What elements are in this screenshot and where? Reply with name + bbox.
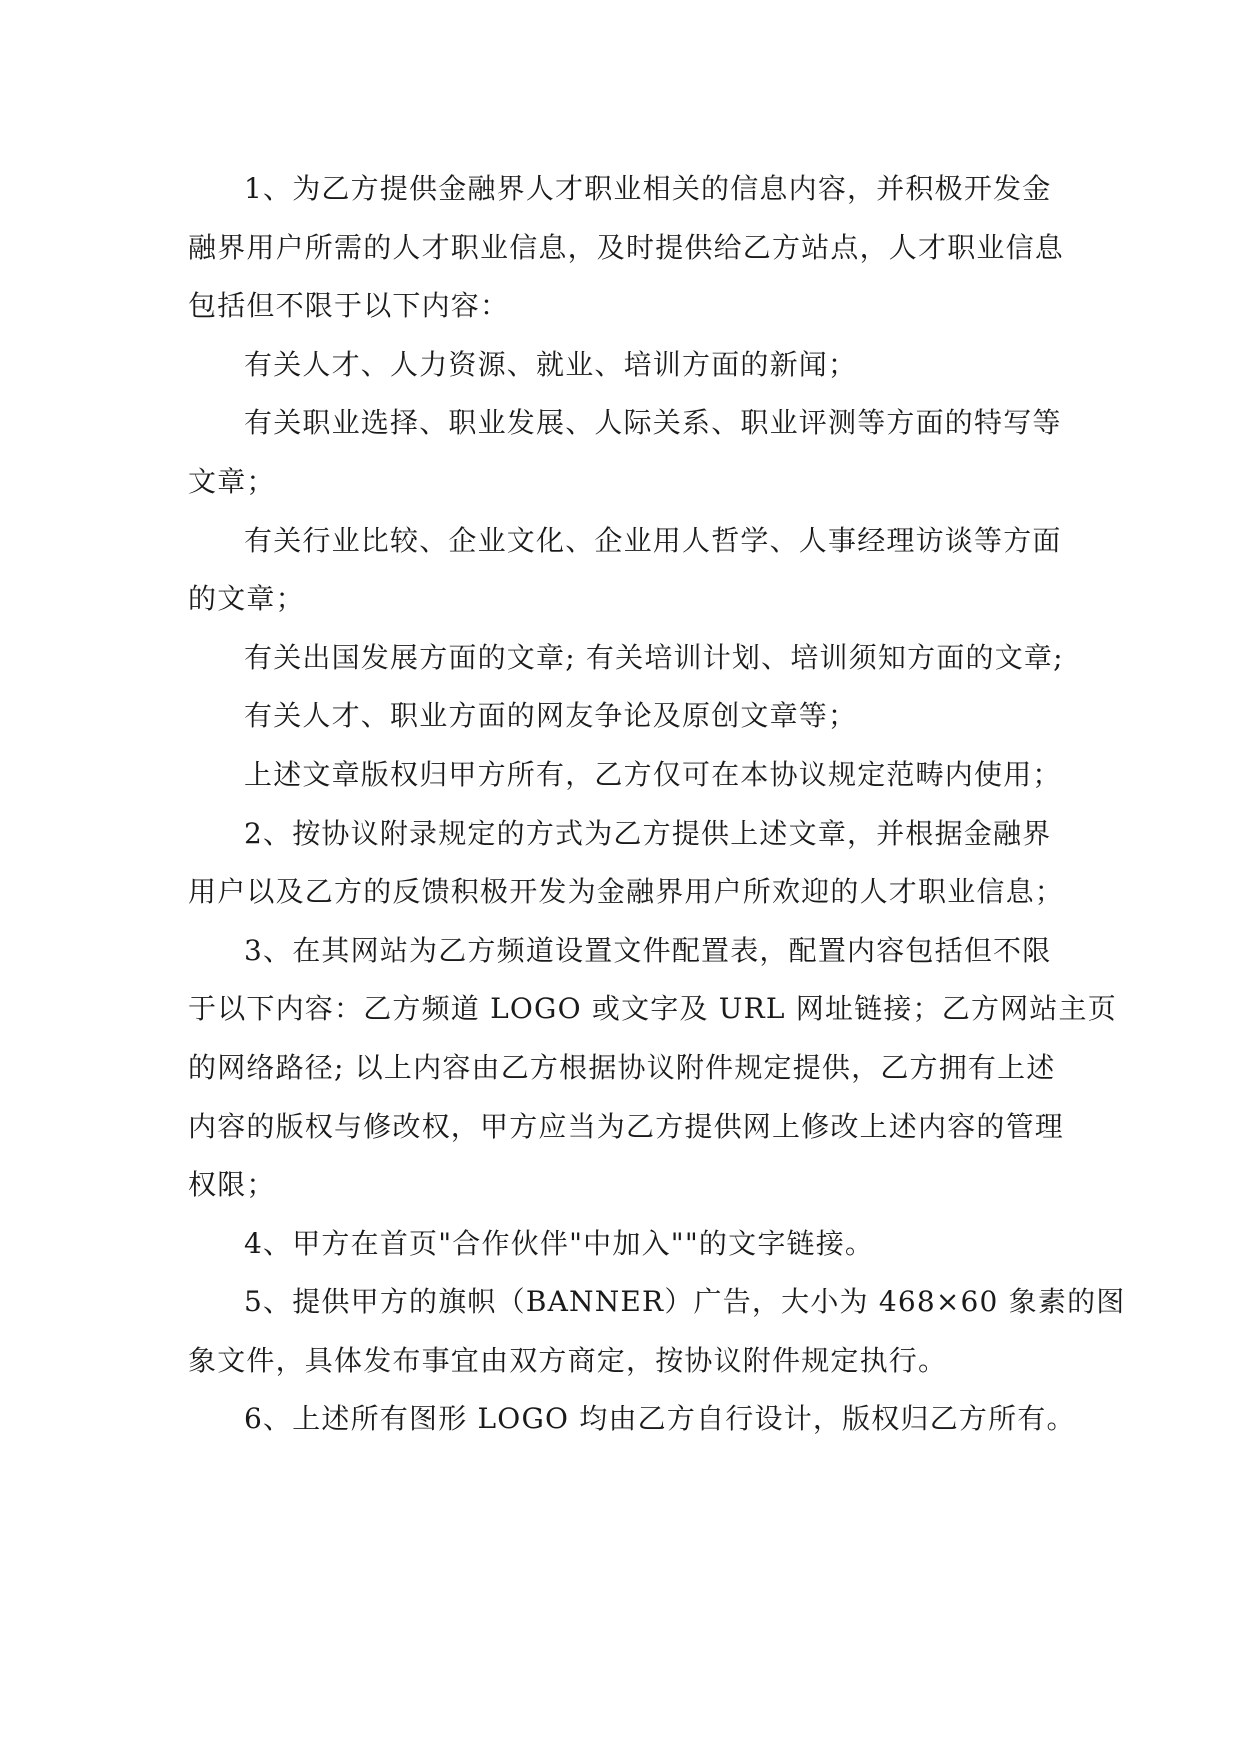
text-line: 的网络路径; 以上内容由乙方根据协议附件规定提供，乙方拥有上述 [188,1050,1056,1084]
text-line: 1、为乙方提供金融界人才职业相关的信息内容，并积极开发金 [244,172,1052,205]
text-line: 上述文章版权归甲方所有，乙方仅可在本协议规定范畴内使用； [244,757,1062,791]
text-line: 文章； [188,464,276,498]
text-line: 用户以及乙方的反馈积极开发为金融界用户所欢迎的人才职业信息； [188,875,1065,909]
text-line: 有关职业选择、职业发展、人际关系、职业评测等方面的特写等 [244,406,1062,440]
text-line: 有关出国发展方面的文章; 有关培训计划、培训须知方面的文章; [244,640,1064,674]
text-line: 6、上述所有图形 LOGO 均由乙方自行设计，版权归乙方所有。 [244,1402,1076,1436]
text-line: 2、按协议附录规定的方式为乙方提供上述文章，并根据金融界 [244,816,1052,850]
text-line: 内容的版权与修改权，甲方应当为乙方提供网上修改上述内容的管理 [188,1109,1065,1143]
text-line: 3、在其网站为乙方频道设置文件配置表，配置内容包括但不限 [244,933,1052,967]
text-line: 包括但不限于以下内容： [188,289,510,323]
text-line: 有关人才、人力资源、就业、培训方面的新闻； [244,347,858,381]
text-line: 权限； [188,1168,276,1202]
document-body [188,160,1126,1449]
text-line: 有关行业比较、企业文化、企业用人哲学、人事经理访谈等方面 [244,523,1062,557]
text-line: 5、提供甲方的旗帜（BANNER）广告，大小为 468×60 象素的图 [244,1285,1126,1319]
text-line: 4、甲方在首页"合作伙伴"中加入""的文字链接。 [244,1226,875,1260]
text-line: 象文件，具体发布事宜由双方商定，按协议附件规定执行。 [188,1343,948,1377]
text-line: 于以下内容：乙方频道 LOGO 或文字及 URL 网址链接；乙方网站主页 [188,992,1117,1026]
text-line: 融界用户所需的人才职业信息，及时提供给乙方站点，人才职业信息 [188,230,1065,264]
text-line: 的文章； [188,582,305,616]
text-line: 有关人才、职业方面的网友争论及原创文章等； [244,699,858,733]
